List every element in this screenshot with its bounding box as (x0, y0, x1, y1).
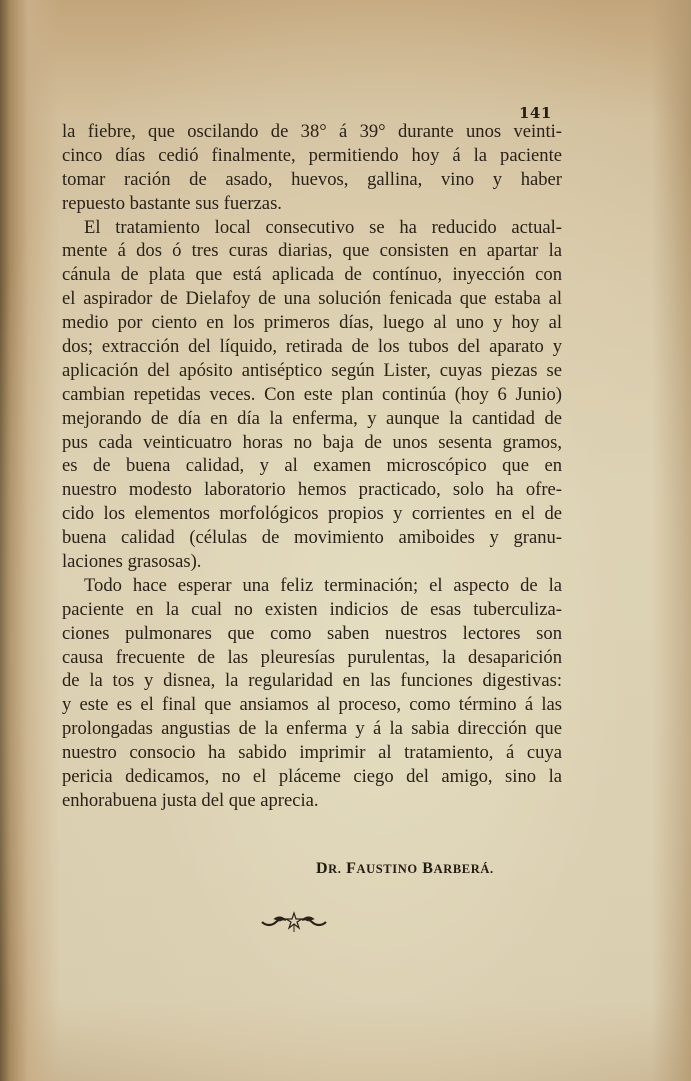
text-line: es de buena calidad, y al examen microscópico que en (62, 455, 562, 477)
text-line: enhorabuena justa del que aprecia. (62, 789, 319, 811)
text-line: nuestro modesto laboratorio hemos practicado, solo ha ofre- (62, 479, 562, 501)
text-line: laciones grasosas). (62, 551, 202, 573)
text-line: pericia dedicamos, no el pláceme ciego del amigo, sino la (62, 766, 562, 788)
text-line: nuestro consocio ha sabido imprimir al tratamiento, á cuya (62, 742, 562, 764)
signature-title-initial: D (316, 860, 329, 877)
author-signature (316, 860, 516, 878)
text-line: cinco días cedió finalmente, permitiendo hoy á la paciente (62, 144, 562, 166)
signature-first-initial: F (346, 860, 357, 877)
text-line: de la tos y disnea, la regularidad en las funciones digestivas: (62, 670, 562, 692)
text-line: paciente en la cual no existen indicios de esas tuberculiza- (62, 598, 562, 620)
text-line: medio por ciento en los primeros días, luego al uno y hoy al (62, 312, 562, 334)
text-line: El tratamiento local consecutivo se ha reducido actual- (84, 216, 562, 238)
text-line: causa frecuente de las pleuresías purulentas, la desaparición (62, 646, 562, 668)
text-line: cido los elementos morfológicos propios y corrientes en el de (62, 503, 562, 525)
text-line: dos; extracción del líquido, retirada de los tubos del aparato y (62, 336, 562, 358)
page-number: 141 (519, 104, 552, 122)
floral-dinkus-icon (260, 908, 328, 934)
text-line: el aspirador de Dielafoy de una solución fenicada que estaba al (62, 288, 562, 310)
text-line: prolongadas angustias de la enferma y á la sabia dirección que (62, 718, 562, 740)
text-line: aplicación del apósito antiséptico según Lister, cuyas piezas se (62, 359, 562, 381)
text-line: mejorando de día en día la enferma, y aunque la cantidad de (62, 407, 562, 429)
text-line: mente á dos ó tres curas diarias, que consisten en apartar la (62, 240, 562, 262)
text-line: cambian repetidas veces. Con este plan continúa (hoy 6 Junio) (62, 383, 562, 405)
text-line: y este es el final que ansiamos al proceso, como término á las (62, 694, 562, 716)
body-text (62, 120, 562, 813)
signature-first-rest: AUSTINO (356, 862, 418, 876)
text-line: Todo hace esperar una feliz terminación; el aspecto de la (84, 574, 562, 596)
text-line: buena calidad (células de movimiento amiboides y granu- (62, 527, 562, 549)
signature-last-rest: ARBERÁ. (433, 862, 494, 876)
text-line: ciones pulmonares que como saben nuestros lectores son (62, 622, 562, 644)
text-line: tomar ración de asado, huevos, gallina, vino y haber (62, 168, 562, 190)
text-line: repuesto bastante sus fuerzas. (62, 192, 282, 214)
signature-title-rest: R. (328, 862, 342, 876)
text-line: cánula de plata que está aplicada de contínuo, inyección con (62, 264, 562, 286)
text-line: la fiebre, que oscilando de 38° á 39° durante unos veinti- (62, 121, 562, 142)
text-line: pus cada veinticuatro horas no baja de unos sesenta gramos, (62, 431, 562, 453)
signature-last-initial: B (422, 860, 434, 877)
